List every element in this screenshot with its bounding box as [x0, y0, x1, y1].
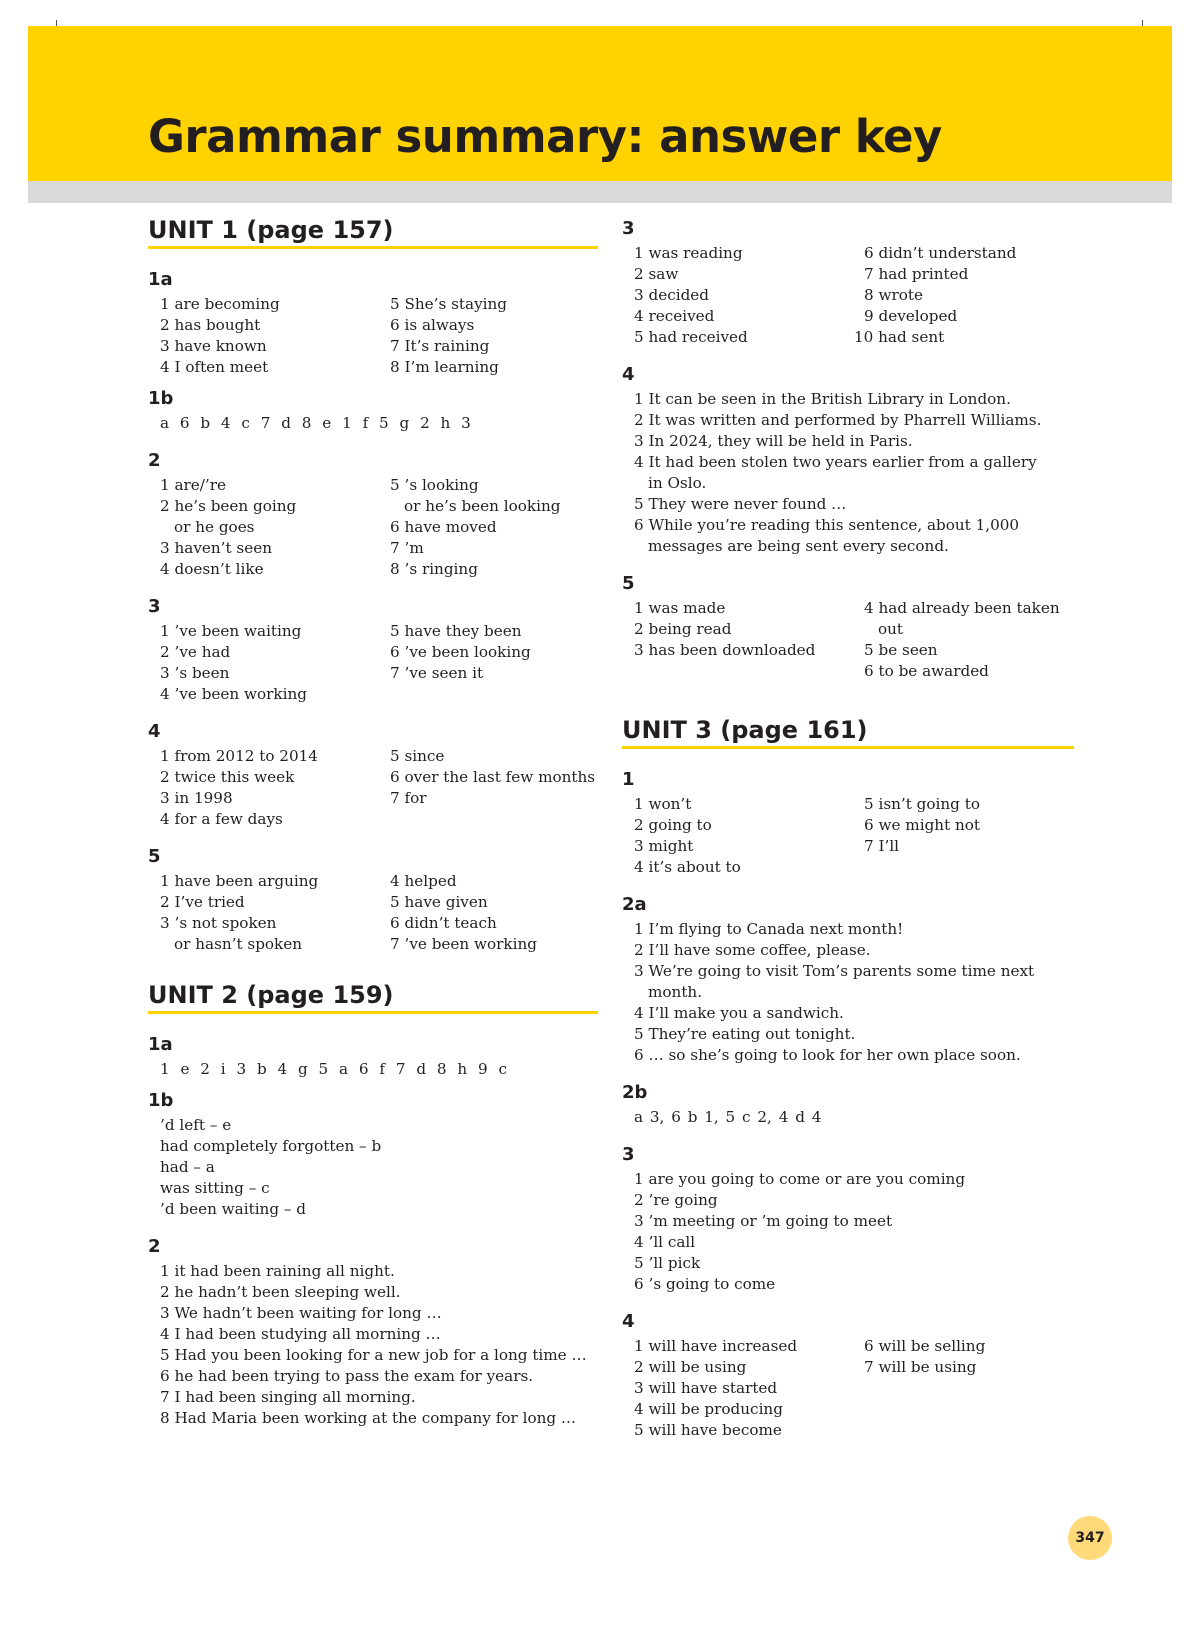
answer: 1 will have increased	[634, 1337, 798, 1355]
answer-alt: or he’s been looking	[404, 497, 561, 515]
answer: 7 will be using	[864, 1358, 977, 1376]
unit1-ex3	[148, 596, 598, 705]
answer: 2 saw	[634, 265, 679, 283]
answer: 8 I’m learning	[390, 358, 499, 376]
exercise-title: 1a	[148, 1034, 173, 1055]
answer-list	[148, 1115, 598, 1220]
answer: 6 … so she’s going to look for her own place soon.	[634, 1046, 1021, 1064]
answer: 6 While you’re reading this sentence, about 1,000 messages are being sent every second.	[634, 516, 1020, 555]
answer: 2 I’ll have some coffee, please.	[634, 941, 871, 959]
answer: 1 I’m flying to Canada next month!	[634, 920, 904, 938]
answer: 4 it’s about to	[634, 858, 741, 876]
answer: 4 ’ll call	[634, 1233, 696, 1251]
answer-grid	[148, 294, 598, 378]
unit3-ex1	[622, 769, 1082, 878]
exercise-title: 1b	[148, 1090, 174, 1111]
answer: 2 will be using	[634, 1358, 747, 1376]
answer-line: 1 e 2 i 3 b 4 g 5 a 6 f 7 d 8 h 9 c	[160, 1060, 508, 1078]
unit2-ex1b	[148, 1090, 598, 1220]
answer: 3 ’m meeting or ’m going to meet	[634, 1212, 893, 1230]
answer-grid	[622, 243, 1082, 348]
exercise-title: 3	[622, 1144, 635, 1165]
unit3-ex2b	[622, 1082, 1082, 1128]
answer: 3 will have started	[634, 1379, 778, 1397]
unit3-ex3	[622, 1144, 1082, 1295]
answer: 1 It can be seen in the British Library in London.	[634, 390, 1011, 408]
answer: 4 I’ll make you a sandwich.	[634, 1004, 844, 1022]
answer: 7 ’m	[390, 539, 424, 557]
answer: 3 might	[634, 837, 694, 855]
answer: 5 She’s staying	[390, 295, 508, 313]
answer: 2 going to	[634, 816, 712, 834]
answer: 6 didn’t teach	[390, 914, 497, 932]
answer: 6 over the last few months	[390, 768, 596, 786]
answer: 5 They were never found …	[634, 495, 847, 513]
answer: 5 isn’t going to	[864, 795, 980, 813]
answer: 4 helped	[390, 872, 457, 890]
exercise-title: 1	[622, 769, 635, 790]
answer-grid	[622, 794, 1082, 878]
answer: 8 ’s ringing	[390, 560, 478, 578]
answer: 3 We’re going to visit Tom’s parents some time next month.	[634, 962, 1035, 1001]
answer-line: a 6 b 4 c 7 d 8 e 1 f 5 g 2 h 3	[160, 414, 471, 432]
exercise-title: 4	[148, 721, 161, 742]
unit2-ex4	[622, 364, 1082, 557]
unit3-ex2a	[622, 894, 1082, 1066]
answer: 3 has been downloaded	[634, 641, 816, 659]
answer: 3 in 1998	[160, 789, 233, 807]
answer: 5 ’ll pick	[634, 1254, 701, 1272]
answer: 2 he’s been going	[160, 497, 297, 515]
answer: 5 ’s looking	[390, 476, 479, 494]
exercise-title: 1b	[148, 388, 174, 409]
answer: 6 didn’t understand	[864, 244, 1017, 262]
left-column	[148, 216, 598, 1445]
exercise-title: 2	[148, 1236, 161, 1257]
exercise-title: 5	[622, 573, 635, 594]
answer: 3 ’s been	[160, 664, 230, 682]
answer: 5 since	[390, 747, 445, 765]
unit1-ex1a	[148, 269, 598, 378]
unit2-ex5	[622, 573, 1082, 682]
answer-list	[622, 919, 1082, 1066]
answer: 4 I had been studying all morning …	[160, 1325, 441, 1343]
answer: 6 is always	[390, 316, 475, 334]
unit2-ex3	[622, 218, 1082, 348]
answer: 5 will have become	[634, 1421, 782, 1439]
page-title: Grammar summary: answer key	[148, 110, 942, 163]
unit1-ex4	[148, 721, 598, 830]
answer: 1 was made	[634, 599, 726, 617]
answer: 6 ’ve been looking	[390, 643, 531, 661]
unit2-ex1a	[148, 1034, 598, 1080]
answer-grid	[148, 746, 598, 830]
answer: 4 will be producing	[634, 1400, 783, 1418]
answer-alt: or hasn’t spoken	[174, 935, 303, 953]
answer: 4 ’ve been working	[160, 685, 307, 703]
answer: 1 won’t	[634, 795, 692, 813]
answer: 5 had received	[634, 328, 748, 346]
answer: 7 I’ll	[864, 837, 900, 855]
answer: 1 from 2012 to 2014	[160, 747, 318, 765]
answer: ’d left – e	[160, 1116, 232, 1134]
exercise-title: 1a	[148, 269, 173, 290]
unit1-ex2	[148, 450, 598, 580]
answer: 1 are you going to come or are you coming	[634, 1170, 966, 1188]
answer: 8 wrote	[864, 286, 923, 304]
answer: 4 doesn’t like	[160, 560, 264, 578]
answer: 4 had already been taken	[864, 599, 1060, 617]
answer: 1 it had been raining all night.	[160, 1262, 395, 1280]
answer: 1 are becoming	[160, 295, 280, 313]
answer: 10 had sent	[854, 328, 945, 346]
exercise-title: 3	[148, 596, 161, 617]
answer: 3 In 2024, they will be held in Paris.	[634, 432, 913, 450]
answer: 7 I had been singing all morning.	[160, 1388, 416, 1406]
exercise-title: 4	[622, 1311, 635, 1332]
answer: 6 he had been trying to pass the exam for years.	[160, 1367, 534, 1385]
answer: 2 I’ve tried	[160, 893, 245, 911]
answer: 2 ’ve had	[160, 643, 231, 661]
exercise-title: 2a	[622, 894, 647, 915]
answer: 3 have known	[160, 337, 267, 355]
unit1-ex1b	[148, 388, 598, 434]
answer: 8 Had Maria been working at the company for long …	[160, 1409, 577, 1427]
answer-grid	[148, 621, 598, 705]
answer: 6 will be selling	[864, 1337, 986, 1355]
answer: 1 ’ve been waiting	[160, 622, 302, 640]
exercise-title: 2b	[622, 1082, 648, 1103]
answer-grid	[622, 598, 1082, 682]
unit3-heading: UNIT 3 (page 161)	[622, 716, 1074, 749]
unit1-heading: UNIT 1 (page 157)	[148, 216, 598, 249]
answer-alt: out	[878, 620, 904, 638]
exercise-title: 3	[622, 218, 635, 239]
answer: 7 for	[390, 789, 427, 807]
answer-list	[622, 389, 1082, 557]
banner-shadow	[28, 181, 1172, 203]
answer: 2 being read	[634, 620, 732, 638]
answer: 5 have given	[390, 893, 488, 911]
answer: 7 had printed	[864, 265, 969, 283]
answer-list	[148, 1261, 598, 1429]
answer-line: a 3, 6 b 1, 5 c 2, 4 d 4	[634, 1108, 822, 1126]
answer: had completely forgotten – b	[160, 1137, 382, 1155]
unit2-heading: UNIT 2 (page 159)	[148, 981, 598, 1014]
answer: 4 received	[634, 307, 715, 325]
page-number-badge: 347	[1068, 1516, 1112, 1560]
answer: had – a	[160, 1158, 215, 1176]
answer: 6 we might not	[864, 816, 981, 834]
answer: 3 decided	[634, 286, 709, 304]
answer: was sitting – c	[160, 1179, 270, 1197]
right-column	[622, 218, 1082, 1457]
answer-list	[622, 1169, 1082, 1295]
answer: 6 to be awarded	[864, 662, 989, 680]
answer: 5 They’re eating out tonight.	[634, 1025, 856, 1043]
answer: 6 have moved	[390, 518, 497, 536]
answer: 5 be seen	[864, 641, 938, 659]
unit2-ex2	[148, 1236, 598, 1429]
answer-grid	[148, 475, 598, 580]
answer: 9 developed	[864, 307, 958, 325]
answer: 2 has bought	[160, 316, 261, 334]
exercise-title: 5	[148, 846, 161, 867]
answer: 3 ’s not spoken	[160, 914, 277, 932]
answer: 4 It had been stolen two years earlier from a gallery in Oslo.	[634, 453, 1037, 492]
answer: 4 I often meet	[160, 358, 269, 376]
answer: ’d been waiting – d	[160, 1200, 307, 1218]
answer: 2 twice this week	[160, 768, 295, 786]
unit1-ex5	[148, 846, 598, 955]
answer: 4 for a few days	[160, 810, 283, 828]
unit3-ex4	[622, 1311, 1082, 1441]
answer: 5 have they been	[390, 622, 522, 640]
answer-grid	[622, 1336, 1082, 1441]
answer-grid	[148, 871, 598, 955]
answer: 3 We hadn’t been waiting for long …	[160, 1304, 442, 1322]
answer: 2 It was written and performed by Pharrell Williams.	[634, 411, 1042, 429]
answer: 1 was reading	[634, 244, 743, 262]
exercise-title: 4	[622, 364, 635, 385]
answer: 2 he hadn’t been sleeping well.	[160, 1283, 401, 1301]
answer: 1 are/’re	[160, 476, 226, 494]
answer: 7 ’ve seen it	[390, 664, 484, 682]
answer: 2 ’re going	[634, 1191, 718, 1209]
answer: 7 ’ve been working	[390, 935, 537, 953]
answer: 3 haven’t seen	[160, 539, 272, 557]
answer-alt: or he goes	[174, 518, 255, 536]
answer: 5 Had you been looking for a new job for a long time …	[160, 1346, 587, 1364]
exercise-title: 2	[148, 450, 161, 471]
answer: 6 ’s going to come	[634, 1275, 776, 1293]
answer: 7 It’s raining	[390, 337, 490, 355]
answer: 1 have been arguing	[160, 872, 319, 890]
